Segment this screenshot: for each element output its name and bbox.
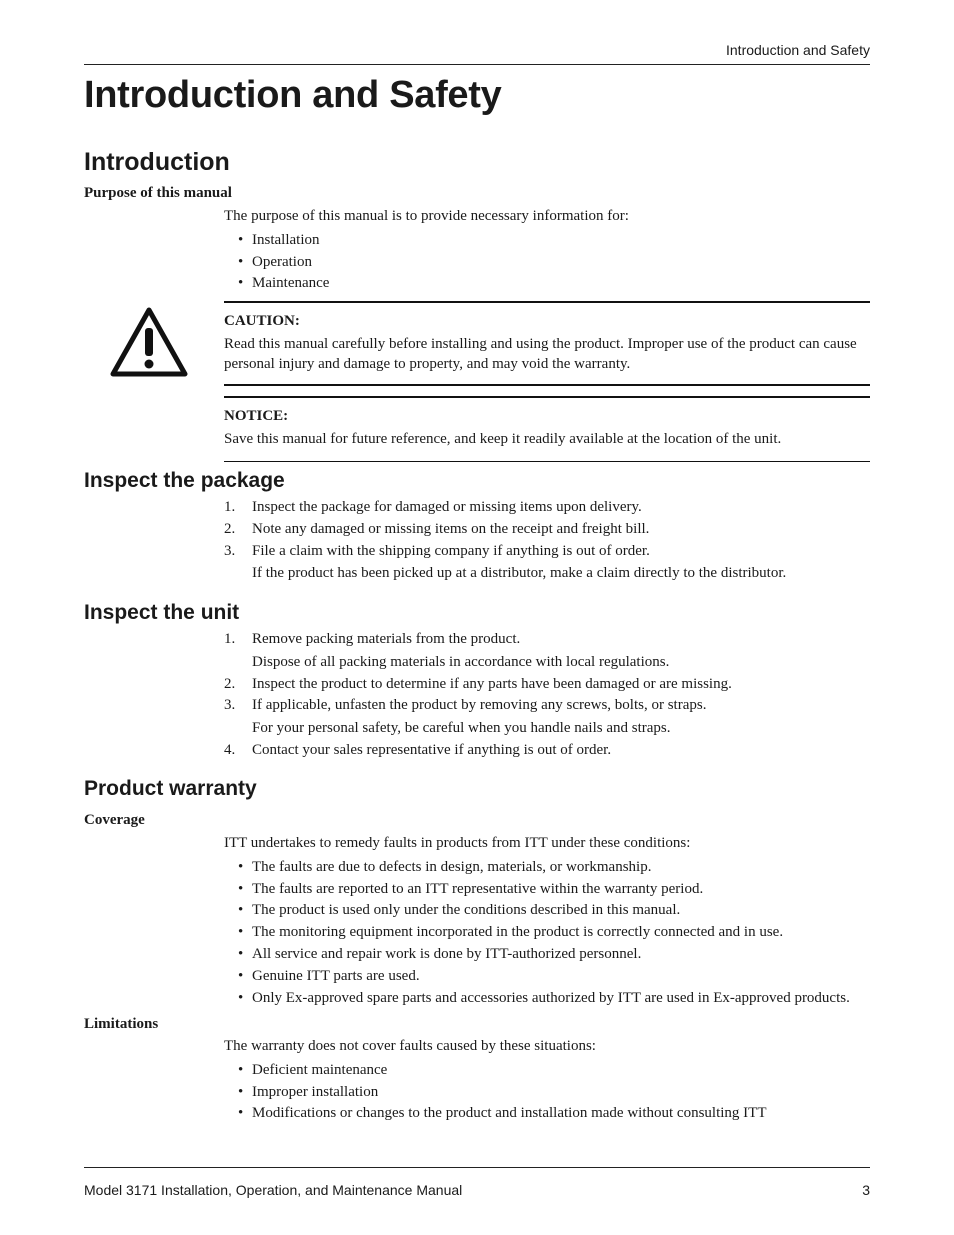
step-number: 2. — [224, 520, 236, 537]
list-item — [224, 740, 870, 762]
inspect-unit-steps — [224, 629, 870, 762]
step-note: If the product has been picked up at a distributor, make a claim directly to the distributor. — [252, 565, 787, 582]
caution-text: Read this manual carefully before installing and using the product. Improper use of the product can cause personal injury and damage to property, and may void the warranty. — [224, 336, 857, 372]
page-number: 3 — [862, 1182, 870, 1198]
step-number: 3. — [224, 542, 236, 559]
step-number: 1. — [224, 631, 236, 647]
step-text: Inspect the package for damaged or missing items upon delivery. — [252, 499, 642, 515]
notice-top-rule — [224, 396, 870, 398]
list-item — [224, 541, 870, 586]
list-item: • Installation — [224, 230, 870, 252]
step-number: 2. — [224, 675, 236, 692]
list-item: • The faults are reported to an ITT representative within the warranty period. — [224, 879, 870, 901]
coverage-label: Coverage — [84, 812, 145, 828]
step-text: File a claim with the shipping company if anything is out of order. — [252, 542, 650, 559]
limitations-list — [224, 1060, 870, 1125]
step-text: If applicable, unfasten the product by removing any screws, bolts, or straps. — [252, 697, 707, 714]
list-item: • Genuine ITT parts are used. — [224, 966, 870, 988]
limitations-text: The warranty does not cover faults caused by these situations: — [224, 1038, 596, 1054]
notice-title: NOTICE: — [224, 408, 289, 424]
limitations-block — [224, 1036, 870, 1125]
coverage-list — [224, 857, 870, 1010]
step-text: Inspect the product to determine if any parts have been damaged or are missing. — [252, 675, 732, 692]
section-heading-inspect-package: Inspect the package — [84, 469, 285, 492]
list-item: • Deficient maintenance — [224, 1060, 870, 1082]
caution-box — [224, 301, 870, 386]
inspect-unit-block — [224, 629, 870, 762]
list-item — [224, 519, 870, 541]
page-title: Introduction and Safety — [84, 74, 502, 116]
limitations-label: Limitations — [84, 1016, 159, 1032]
list-item — [224, 674, 870, 696]
step-number: 3. — [224, 697, 236, 714]
step-note: For your personal safety, be careful when you handle nails and straps. — [252, 720, 671, 737]
running-footer — [84, 1167, 870, 1198]
purpose-text: The purpose of this manual is to provide necessary information for: — [224, 208, 629, 224]
footer-manual-title: Model 3171 Installation, Operation, and Maintenance Manual — [84, 1182, 463, 1198]
inspect-package-steps — [224, 497, 870, 585]
section-heading-introduction: Introduction — [84, 148, 230, 176]
list-item: • All service and repair work is done by ITT-authorized personnel. — [224, 944, 870, 966]
step-number: 4. — [224, 741, 236, 758]
list-item: • The monitoring equipment incorporated in the product is correctly connected and in use. — [224, 922, 870, 944]
list-item: • Improper installation — [224, 1082, 870, 1104]
caution-bottom-rule — [224, 384, 870, 386]
step-note: Dispose of all packing materials in accordance with local regulations. — [252, 653, 670, 670]
list-item — [224, 497, 870, 519]
list-item — [224, 629, 870, 674]
purpose-block — [224, 206, 870, 295]
list-item: • The faults are due to defects in design, materials, or workmanship. — [224, 857, 870, 879]
purpose-label: Purpose of this manual — [84, 185, 232, 201]
step-number: 1. — [224, 499, 236, 515]
purpose-list — [224, 230, 870, 295]
running-header-title: Introduction and Safety — [726, 42, 870, 58]
caution-top-rule — [224, 301, 870, 303]
list-item: • Modifications or changes to the product and installation made without consulting ITT — [224, 1103, 870, 1125]
list-item — [224, 695, 870, 740]
section-heading-inspect-unit: Inspect the unit — [84, 601, 240, 624]
caution-title: CAUTION: — [224, 313, 300, 329]
inspect-package-block — [224, 497, 870, 585]
section-heading-product-warranty: Product warranty — [84, 777, 257, 800]
coverage-block — [224, 833, 870, 1009]
step-text: Remove packing materials from the product. — [252, 631, 521, 647]
list-item: • The product is used only under the conditions described in this manual. — [224, 900, 870, 922]
list-item: • Operation — [224, 252, 870, 274]
step-text: Note any damaged or missing items on the receipt and freight bill. — [252, 520, 650, 537]
notice-text: Save this manual for future reference, and keep it readily available at the location of the unit. — [224, 431, 782, 447]
notice-box — [224, 396, 870, 462]
coverage-text: ITT undertakes to remedy faults in products from ITT under these conditions: — [224, 835, 691, 851]
running-header — [84, 42, 870, 65]
notice-bottom-rule — [224, 461, 870, 462]
warning-triangle-icon — [109, 306, 189, 378]
list-item: • Only Ex-approved spare parts and accessories authorized by ITT are used in Ex-approved products. — [224, 988, 870, 1010]
list-item: • Maintenance — [224, 273, 870, 295]
step-text: Contact your sales representative if anything is out of order. — [252, 741, 612, 758]
